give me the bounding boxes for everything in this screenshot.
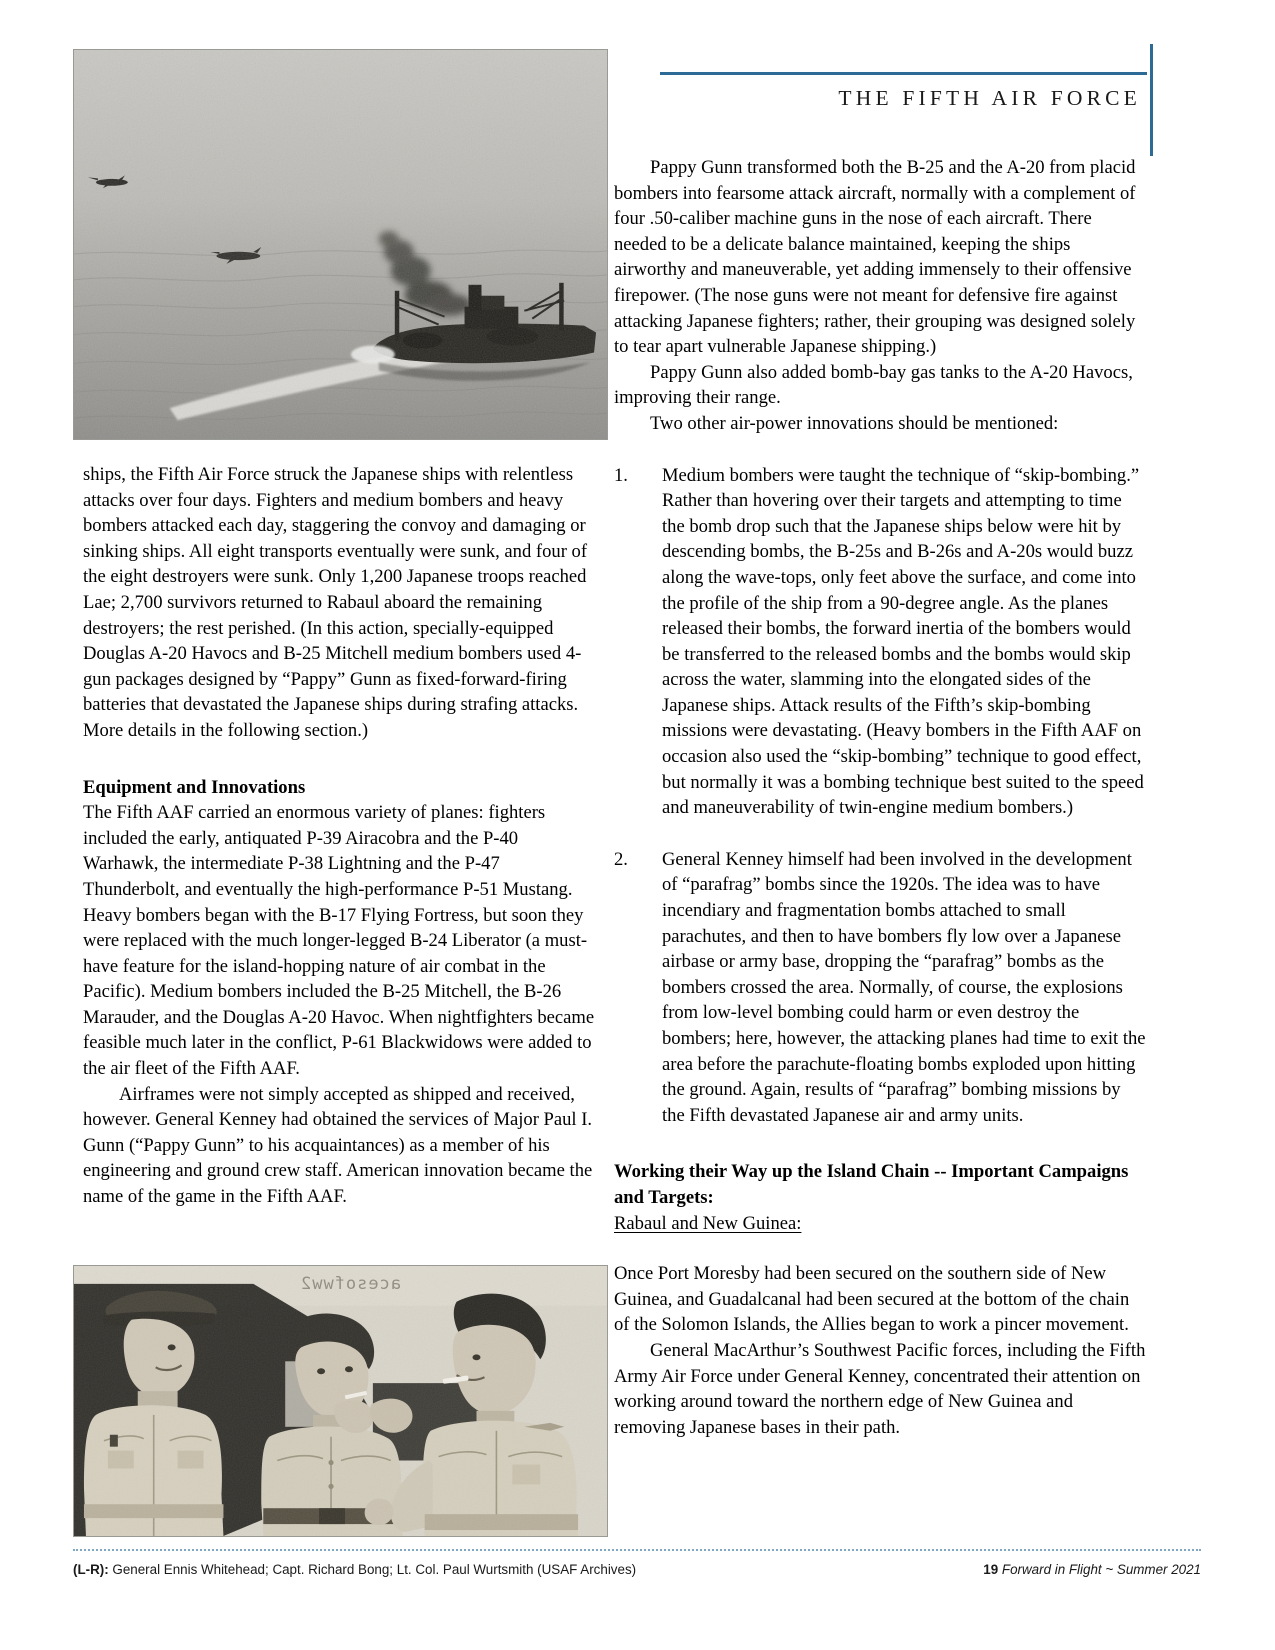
masthead-text: Forward in Flight ~ Summer 2021 xyxy=(1001,1562,1201,1577)
page-header xyxy=(660,72,1147,132)
right-text-column xyxy=(614,155,1147,1440)
list-item-number: 2. xyxy=(614,848,628,870)
three-usaaf-officers-photo xyxy=(73,1265,608,1537)
ship-attack-illustration xyxy=(74,50,607,439)
heading-equipment-and-innovations: Equipment and Innovations xyxy=(83,776,306,798)
paragraph-aircraft-variety: The Fifth AAF carried an enormous variety of planes: fighters included the early, antiquated P-39 Airacobra and the P-40 Warhawk, the intermediate P-38 Lightning and the P-47 Thunderbolt, and eventually the high-performance P-51 Mustang. Heavy bombers began with the B-17 Flying Fortress, but soon they were replaced with the much longer-legged B-24 Liberator (a must-have feature for the island-hopping nature of air combat in the Pacific). Medium bombers included the B-25 Mitchell, the B-26 Marauder, and the Douglas A-20 Havoc. When nightfighters became feasible much later in the conflict, P-61 Blackwidows were added to the air fleet of the Fifth AAF. xyxy=(83,802,595,1080)
innovations-list xyxy=(614,463,1147,1129)
paragraph-bomb-bay-tanks: Pappy Gunn also added bomb-bay gas tanks to the A-20 Havocs, improving their range. xyxy=(614,361,1133,409)
page-title: THE FIFTH AIR FORCE xyxy=(838,86,1141,110)
footer-dotted-rule xyxy=(73,1549,1201,1551)
paragraph-convoy-attack: ships, the Fifth Air Force struck the Japanese ships with relentless attacks over four days. Fighters and medium bombers and heavy bombers attacked each day, staggering the convoy and damaging or sinking ships. All eight transports eventually were sunk, and four of the eight destroyers were sunk. Only 1,200 Japanese troops reached Lae; 2,700 survivors returned to Rabaul aboard the remaining destroyers; the rest perished. (In this action, specially-equipped Douglas A-20 Havocs and B-25 Mitchell medium bombers used 4-gun packages designed by “Pappy” Gunn as fixed-forward-firing batteries that devastated the Japanese ships during strafing attacks. More details in the following section.) xyxy=(83,464,588,741)
list-item xyxy=(614,463,1147,821)
header-vertical-rule xyxy=(1150,44,1153,156)
officers-illustration xyxy=(74,1266,607,1536)
paragraph-macarthur-forces: General MacArthur’s Southwest Pacific forces, including the Fifth Army Air Force under General Kenney, concentrated their attention on working around toward the northern edge of New Guinea and removing Japanese bases in their path. xyxy=(614,1339,1146,1438)
japanese-transport-ship-under-air-attack-photo xyxy=(73,49,608,440)
heading-island-chain-campaigns: Working their Way up the Island Chain -- Important Campaigns and Targets: xyxy=(614,1161,1129,1208)
subheading-rabaul-new-guinea: Rabaul and New Guinea: xyxy=(614,1212,802,1234)
list-item-text: General Kenney himself had been involved in the development of “parafrag” bombs since the 1920s. The idea was to have incendiary and fragmentation bombs attached to small parachutes, and then to have bombers fly low over a Japanese airbase or army base, dropping the “parafrag” bombs as the bombers crossed the area. Normally, of course, the explosions from low-level bombing could harm or even destroy the bombers; here, however, the attacking planes had time to exit the area before the parachute-floating bombs exploded upon hitting the ground. Again, results of “parafrag” bombing missions by the Fifth devastated Japanese air and army units. xyxy=(662,848,1146,1126)
photo-watermark: acesofww2 xyxy=(300,1274,402,1294)
paragraph-port-moresby: Once Port Moresby had been secured on the southern side of New Guinea, and Guadalcanal had been secured at the bottom of the chain of the Solomon Islands, the Allies began to work a pincer movement. xyxy=(614,1263,1130,1336)
header-horizontal-rule xyxy=(660,72,1147,75)
list-item-text: Medium bombers were taught the technique of “skip-bombing.” Rather than hovering over their targets and attempting to time the bomb drop such that the Japanese ships below were hit by descending bombs, the B-25s and B-26s and A-20s would buzz along the wave-tops, only feet above the surface, and come into the profile of the ship from a 90-degree angle. As the planes released their bombs, the forward inertia of the bombers would be transferred to the released bombs and the bombs would skip across the water, slamming into the elongated sides of the Japanese ships. Attack results of the Fifth’s skip-bombing missions were devastating. (Heavy bombers in the Fifth AAF on occasion also used the “skip-bombing” technique to good effect, but normally it was a bombing technique best suited to the speed and maneuverability of twin-engine medium bombers.) xyxy=(662,464,1144,819)
page-number: 19 xyxy=(983,1562,999,1577)
paragraph-pappy-gunn-intro: Airframes were not simply accepted as shipped and received, however. General Kenney had obtained the services of Major Paul I. Gunn (“Pappy Gunn” to his acquaintances) as a member of his engineering and ground crew staff. American innovation became the name of the game in the Fifth AAF. xyxy=(83,1083,593,1208)
caption-text: General Ennis Whitehead; Capt. Richard Bong; Lt. Col. Paul Wurtsmith (USAF Archives) xyxy=(108,1562,637,1577)
page-folio xyxy=(983,1562,1201,1577)
paragraph-gunn-transformed: Pappy Gunn transformed both the B-25 and the A-20 from placid bombers into fearsome attack aircraft, normally with a complement of four .50-caliber machine guns in the nose of each aircraft. There needed to be a delicate balance maintained, keeping the ships airworthy and maneuverable, yet adding immensely to their offensive firepower. (The nose guns were not meant for defensive fire against attacking Japanese fighters; rather, their grouping was designed solely to tear apart vulnerable Japanese shipping.) xyxy=(614,157,1136,358)
photo-caption xyxy=(73,1562,636,1577)
left-text-column xyxy=(83,462,595,1210)
list-item-number: 1. xyxy=(614,464,628,486)
paragraph-two-innovations: Two other air-power innovations should be mentioned: xyxy=(650,412,1059,434)
list-item xyxy=(614,847,1147,1129)
caption-prefix: (L-R): xyxy=(73,1562,109,1577)
